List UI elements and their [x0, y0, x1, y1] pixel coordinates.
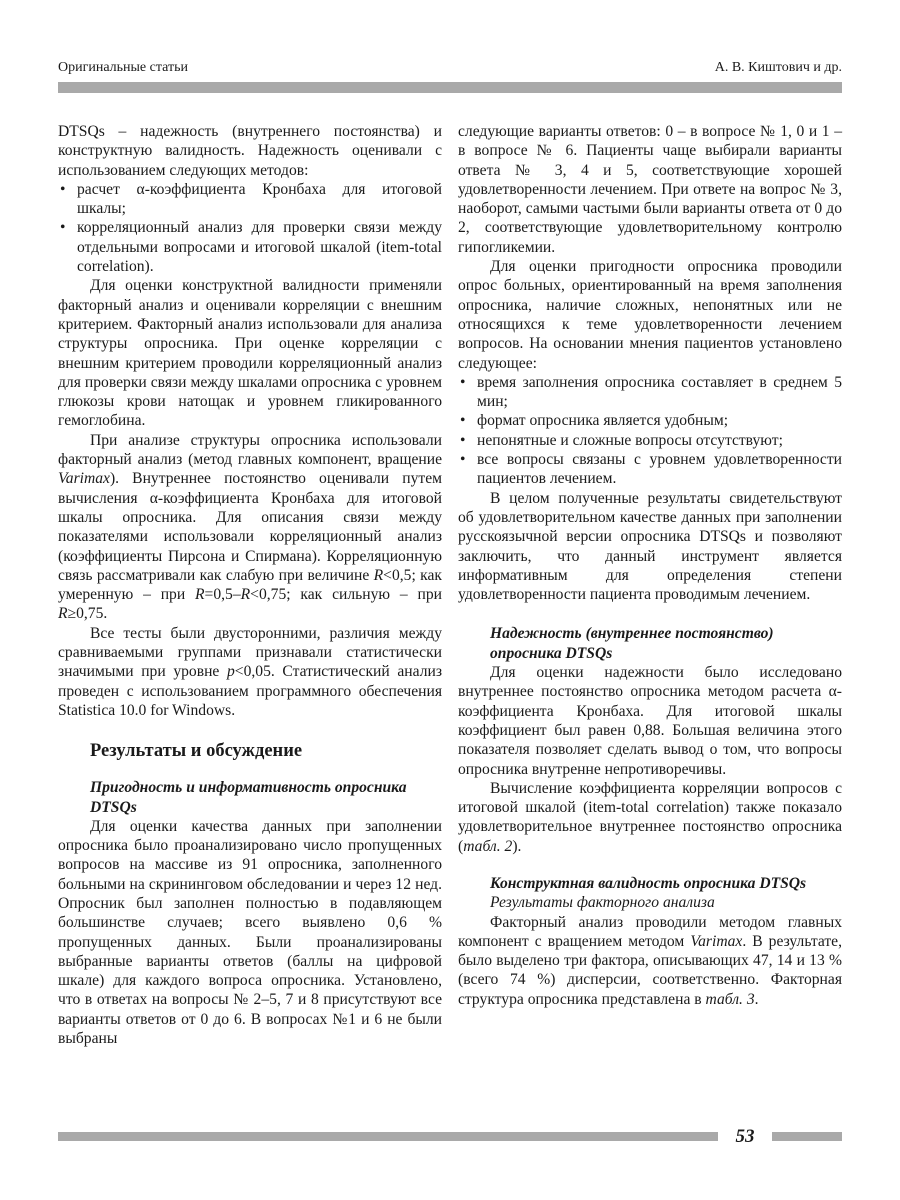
journal-section-label: Оригинальные статьи	[58, 60, 188, 75]
list-item: • непонятные и сложные вопросы отсутствуют;	[458, 431, 842, 450]
list-item: • время заполнения опросника составляет в среднем 5 мин;	[458, 373, 842, 412]
paragraph: Для оценки конструктной валидности применяли факторный анализ и оценивали корреляции с внешним критерием. Факторный анализ использовали для анализа структуры опросника. При оценке корреляции с внешним критерием проводили корреляционный анализ для проверки связи между шкалами опросника с уровнем глюкозы крови натощак и уровнем гликированного гемоглобина.	[58, 277, 442, 430]
footer-rule-right	[772, 1132, 842, 1141]
paragraph: В целом полученные результаты свидетельствуют об удовлетворительном качестве данных при заполнении русскоязычной версии опросника DTSQs и позволяют заключить, что данный инструмент является информативным для определения степени удовлетворенности пациента проводимым лечением.	[458, 489, 842, 604]
paragraph: Для оценки надежности было исследовано внутреннее постоянство опросника методом расчета α-коэффициента Кронбаха. Для итоговой шкалы коэффициент был равен 0,88. Большая величина этого показателя позволяет сделать вывод о том, что вопросы опросника внутренне непротиворечивы.	[458, 664, 842, 778]
list-item: • формат опросника является удобным;	[458, 411, 842, 430]
running-header	[58, 60, 842, 80]
list-item: • расчет α-коэффициента Кронбаха для итоговой шкалы;	[58, 180, 442, 219]
left-column	[58, 122, 442, 1048]
subsection-heading: Конструктная валидность опросника DTSQs	[490, 874, 807, 892]
paragraph: Все тесты были двусторонними, различия между сравниваемыми группами признавали статистически значимыми при уровне p<0,05. Статистический анализ проведен с использованием программного обеспечения Statistica 10.0 for Windows.	[58, 624, 442, 719]
paragraph: DTSQs – надежность (внутреннего постоянства) и конструктную валидность. Надежность оценивали с использованием следующих методов:	[58, 123, 442, 179]
subsection-heading: Надежность (внутреннее постоянство) опросника DTSQs	[490, 625, 774, 662]
list-item: • корреляционный анализ для проверки связи между отдельными вопросами и итоговой шкалой (item-total correlation).	[58, 218, 442, 276]
subsection-heading: Пригодность и информативность опросника DTSQs	[90, 779, 407, 816]
paragraph: Факторный анализ проводили методом главных компонент с вращением методом Varimax. В результате, было выделено три фактора, описывающих 47, 14 и 13 % (всего 74 %) дисперсии, соответственно. Факторная структура опросника представлена в табл. 3.	[458, 913, 842, 1008]
paragraph: следующие варианты ответов: 0 – в вопросе № 1, 0 и 1 – в вопросе № 6. Пациенты чаще выбирали варианты ответа № 3, 4 и 5, соответствующие хорошей удовлетворенности лечением. При ответе на вопрос № 3, наоборот, самыми частыми были варианты ответа от 0 до 2, соответствующие удовлетворительному контролю гипогликемии.	[458, 123, 842, 256]
header-rule	[58, 82, 842, 93]
table-reference: табл. 2	[463, 837, 513, 855]
section-heading: Результаты и обсуждение	[90, 741, 303, 762]
authors-label: А. В. Киштович и др.	[714, 60, 842, 75]
footer-rule-left	[58, 1132, 718, 1141]
paragraph: Для оценки пригодности опросника проводили опрос больных, ориентированный на время заполнения опросника, наличие сложных, непонятных или не относящихся к теме удовлетворенности лечением вопросов. На основании мнения пациентов установлено следующее:	[458, 258, 842, 372]
paragraph: Для оценки качества данных при заполнении опросника было проанализировано число пропущенных вопросов на массиве из 91 опросника, заполненного больными на скрининговом обследовании и через 12 нед. Опросник был заполнен полностью в подавляющем большинстве случаев; всего выявлено 0,6 % пропущенных данных. Были проанализированы выбранные варианты ответов (баллы на цифровой шкале) для каждого вопроса опросника. Установлено, что в ответах на вопросы № 2–5, 7 и 8 присутствуют все варианты ответов от 0 до 6. В вопросах №1 и 6 не были выбраны	[58, 817, 442, 1048]
bullet-list	[58, 180, 442, 276]
right-column	[458, 122, 842, 1009]
bullet-list	[458, 373, 842, 489]
list-item: • все вопросы связаны с уровнем удовлетворенности пациентов лечением.	[458, 450, 842, 489]
subsubsection-heading: Результаты факторного анализа	[490, 894, 715, 912]
paragraph: При анализе структуры опросника использовали факторный анализ (метод главных компонент, вращение Varimax). Внутреннее постоянство оценивали путем вычисления α-коэффициента Кронбаха для итоговой шкалы опросника. Для описания связи между показателями использовали корреляционный анализ (коэффициенты Пирсона и Спирмана). Корреляционную связь рассматривали как слабую при величине R<0,5; как умеренную – при R=0,5–R<0,75; как сильную – при R≥0,75.	[58, 431, 442, 623]
table-reference: табл. 3	[705, 990, 755, 1008]
paragraph: Вычисление коэффициента корреляции вопросов с итоговой шкалой (item-total correlation) также показало удовлетворительное внутреннее постоянство опросника (табл. 2).	[458, 779, 842, 855]
page-number: 53	[735, 1126, 755, 1147]
